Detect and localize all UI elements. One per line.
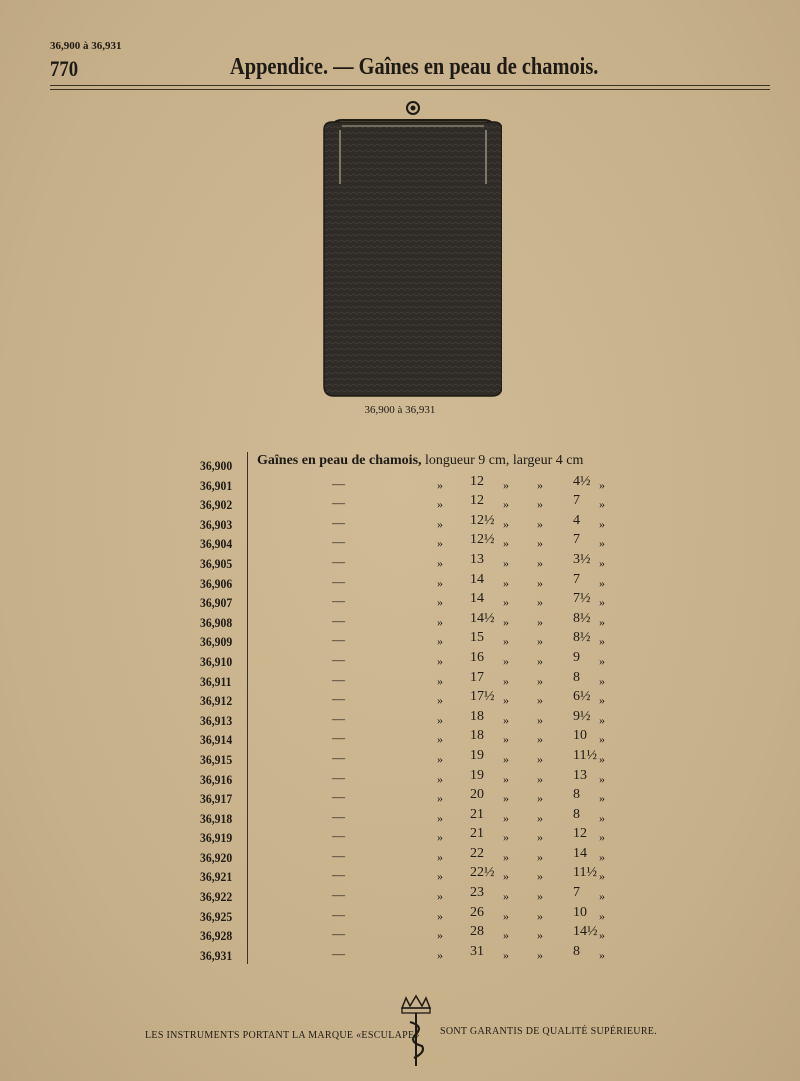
ditto-mark: » (437, 477, 443, 492)
table-row (200, 568, 620, 591)
ditto-dash: — (332, 887, 345, 903)
ditto-mark: » (437, 693, 443, 708)
ditto-mark: » (537, 889, 543, 904)
ditto-mark: » (503, 869, 509, 884)
table-row (200, 646, 620, 669)
table-row (200, 881, 620, 905)
ditto-mark: » (599, 555, 605, 570)
ditto-mark: » (503, 673, 509, 688)
ditto-mark: » (599, 497, 605, 512)
ditto-mark: » (537, 751, 543, 766)
table-row (200, 626, 620, 650)
ditto-mark: » (437, 595, 443, 610)
table-row (200, 901, 620, 924)
width-value: 8 (573, 943, 580, 959)
table-row (200, 489, 620, 513)
ditto-mark: » (437, 849, 443, 864)
ditto-mark: » (537, 497, 543, 512)
ditto-dash: — (332, 632, 345, 648)
width-value: 14 (573, 845, 587, 861)
ditto-mark: » (537, 928, 543, 943)
table-row (200, 528, 620, 552)
ditto-mark: » (537, 771, 543, 786)
width-value: 4 (555, 453, 563, 468)
ditto-mark: » (437, 830, 443, 845)
width-unit: cm (566, 453, 584, 468)
ditto-mark: » (503, 751, 509, 766)
ditto-mark: » (503, 908, 509, 923)
ditto-mark: » (537, 614, 543, 629)
ditto-dash: — (332, 671, 345, 687)
length-value: 12½ (470, 512, 495, 528)
table-row (200, 842, 620, 865)
table-row (200, 822, 620, 846)
ditto-mark: » (437, 536, 443, 551)
ditto-mark: » (599, 732, 605, 747)
table-row (200, 548, 620, 571)
table-row (200, 920, 620, 944)
width-value: 7½ (573, 591, 591, 607)
ditto-mark: » (503, 947, 509, 962)
ditto-mark: » (537, 653, 543, 668)
ditto-mark: » (503, 536, 509, 551)
ditto-mark: » (503, 516, 509, 531)
ditto-mark: » (437, 555, 443, 570)
ditto-mark: » (537, 575, 543, 590)
table-row (200, 666, 620, 689)
ditto-dash: — (332, 651, 345, 667)
width-value: 11½ (573, 747, 597, 763)
ditto-dash: — (332, 926, 345, 942)
width-value: 9½ (573, 708, 591, 724)
item-code: 36,925 (200, 908, 233, 924)
width-value: 6½ (573, 689, 591, 705)
ditto-mark: » (599, 595, 605, 610)
ditto-mark: » (503, 810, 509, 825)
length-value: 26 (470, 904, 484, 920)
ditto-mark: » (599, 693, 605, 708)
ditto-mark: » (503, 595, 509, 610)
ditto-mark: » (537, 810, 543, 825)
ditto-mark: » (537, 908, 543, 923)
table-row (200, 764, 620, 787)
width-value: 4 (573, 512, 580, 528)
length-value: 14 (470, 591, 484, 607)
ditto-mark: » (437, 516, 443, 531)
footer-left-text: LES INSTRUMENTS PORTANT LA MARQUE «ESCULAPE» (145, 1030, 420, 1041)
ditto-mark: » (503, 791, 509, 806)
width-value: 14½ (573, 924, 598, 940)
ditto-mark: » (437, 634, 443, 649)
width-value: 9 (573, 649, 580, 665)
ditto-dash: — (332, 789, 345, 805)
ditto-dash: — (332, 691, 345, 707)
ditto-dash: — (332, 867, 345, 883)
item-code: 36,904 (200, 536, 233, 552)
ditto-mark: » (503, 712, 509, 727)
table-row (200, 861, 620, 885)
item-code: 36,900 (200, 458, 233, 473)
ditto-mark: » (503, 771, 509, 786)
ditto-mark: » (599, 614, 605, 629)
ditto-mark: » (437, 712, 443, 727)
item-code: 36,903 (200, 516, 233, 532)
item-code: 36,907 (200, 595, 233, 611)
chamois-pouch-illustration (322, 100, 502, 400)
ditto-mark: » (599, 634, 605, 649)
width-value: 8½ (573, 630, 591, 646)
length-unit: cm, (488, 453, 510, 468)
item-code: 36,909 (200, 634, 233, 650)
footer-right-text: SONT GARANTIS DE QUALITÉ SUPÉRIEURE. (440, 1026, 658, 1037)
width-value: 4½ (573, 473, 591, 489)
item-code: 36,928 (200, 928, 233, 944)
ditto-dash: — (332, 593, 345, 609)
length-value: 14½ (470, 610, 495, 626)
ditto-mark: » (437, 751, 443, 766)
ditto-dash: — (332, 573, 345, 589)
ditto-mark: » (537, 477, 543, 492)
ditto-mark: » (599, 575, 605, 590)
item-code: 36,918 (200, 810, 233, 826)
ditto-mark: » (537, 849, 543, 864)
header-rule (50, 85, 770, 86)
length-value: 12 (470, 473, 484, 489)
ditto-mark: » (537, 536, 543, 551)
length-value: 13 (470, 551, 484, 567)
width-value: 3½ (573, 551, 591, 567)
ditto-dash: — (332, 847, 345, 863)
ditto-mark: » (537, 595, 543, 610)
ditto-mark: » (599, 653, 605, 668)
table-row (200, 685, 620, 709)
length-value: 9 (478, 453, 486, 468)
ditto-dash: — (332, 534, 345, 550)
ditto-mark: » (437, 575, 443, 590)
ditto-mark: » (437, 791, 443, 806)
ditto-mark: » (599, 947, 605, 962)
item-code: 36,915 (200, 751, 233, 767)
item-code: 36,908 (200, 614, 233, 630)
length-value: 14 (470, 571, 484, 587)
item-code: 36,919 (200, 830, 233, 846)
ditto-mark: » (437, 889, 443, 904)
ditto-mark: » (537, 869, 543, 884)
length-value: 18 (470, 728, 484, 744)
item-code: 36,921 (200, 869, 233, 885)
figure-caption: 36,900 à 36,931 (364, 404, 436, 416)
table-row (200, 705, 620, 728)
length-value: 19 (470, 747, 484, 763)
ditto-mark: » (503, 653, 509, 668)
width-value: 7 (573, 885, 580, 901)
length-value: 17 (470, 669, 484, 685)
ditto-mark: » (503, 732, 509, 747)
item-code: 36,905 (200, 555, 233, 571)
ditto-mark: » (537, 693, 543, 708)
ditto-dash: — (332, 495, 345, 511)
ditto-mark: » (437, 928, 443, 943)
length-value: 23 (470, 885, 484, 901)
ditto-mark: » (537, 791, 543, 806)
ditto-dash: — (332, 808, 345, 824)
pouch-icon (322, 100, 502, 400)
ditto-dash: — (332, 906, 345, 922)
table-row (200, 470, 620, 493)
width-value: 8 (573, 669, 580, 685)
ditto-mark: » (503, 614, 509, 629)
ditto-mark: » (599, 673, 605, 688)
width-value: 10 (573, 728, 587, 744)
ditto-mark: » (599, 849, 605, 864)
length-value: 22 (470, 845, 484, 861)
length-value: 19 (470, 767, 484, 783)
ditto-mark: » (437, 947, 443, 962)
length-value: 28 (470, 924, 484, 940)
item-code: 36,920 (200, 849, 233, 865)
item-code: 36,922 (200, 889, 233, 905)
ditto-mark: » (503, 849, 509, 864)
table-row (200, 450, 620, 473)
length-prefix: longueur (425, 453, 475, 468)
table-row (200, 940, 620, 963)
ditto-mark: » (503, 830, 509, 845)
table-row (200, 509, 620, 532)
width-value: 8 (573, 806, 580, 822)
ditto-mark: » (437, 673, 443, 688)
ditto-mark: » (599, 771, 605, 786)
ditto-dash: — (332, 612, 345, 628)
ditto-mark: » (537, 947, 543, 962)
ditto-dash: — (332, 769, 345, 785)
ditto-mark: » (503, 497, 509, 512)
item-code: 36,913 (200, 712, 233, 728)
ditto-mark: » (599, 889, 605, 904)
ditto-mark: » (599, 830, 605, 845)
ditto-mark: » (537, 830, 543, 845)
width-value: 11½ (573, 865, 597, 881)
page-title: Appendice. — Gaînes en peau de chamois. (230, 54, 599, 80)
ditto-mark: » (537, 516, 543, 531)
ditto-mark: » (599, 477, 605, 492)
header-rule (50, 89, 770, 90)
ditto-dash: — (332, 945, 345, 961)
length-value: 16 (470, 649, 484, 665)
table-row (200, 724, 620, 748)
length-value: 21 (470, 826, 484, 842)
width-value: 8 (573, 787, 580, 803)
ditto-mark: » (599, 791, 605, 806)
ditto-dash: — (332, 749, 345, 765)
ditto-mark: » (503, 889, 509, 904)
ditto-dash: — (332, 553, 345, 569)
ditto-mark: » (503, 693, 509, 708)
width-value: 12 (573, 826, 587, 842)
width-value: 10 (573, 904, 587, 920)
item-code: 36,910 (200, 653, 233, 669)
ditto-dash: — (332, 710, 345, 726)
length-value: 31 (470, 943, 484, 959)
page-number: 770 (50, 56, 79, 81)
first-row-description (257, 453, 583, 469)
table-row (200, 744, 620, 767)
ditto-dash: — (332, 730, 345, 746)
item-code: 36,902 (200, 497, 233, 513)
ditto-mark: » (537, 634, 543, 649)
table-row (200, 803, 620, 826)
width-value: 7 (573, 493, 580, 509)
product-table (200, 450, 620, 963)
ditto-mark: » (599, 536, 605, 551)
ditto-mark: » (599, 869, 605, 884)
item-label: Gaînes en peau de chamois, (257, 453, 422, 468)
ditto-mark: » (599, 516, 605, 531)
item-code: 36,931 (200, 947, 233, 963)
item-code: 36,901 (200, 477, 233, 493)
ditto-mark: » (437, 614, 443, 629)
ditto-mark: » (537, 673, 543, 688)
width-value: 7 (573, 532, 580, 548)
width-value: 8½ (573, 610, 591, 626)
width-prefix: largeur (512, 453, 553, 468)
header-range: 36,900 à 36,931 (50, 40, 122, 52)
ditto-mark: » (599, 751, 605, 766)
ditto-mark: » (503, 555, 509, 570)
ditto-mark: » (599, 908, 605, 923)
item-code: 36,911 (200, 673, 232, 689)
ditto-dash: — (332, 514, 345, 530)
table-row (200, 783, 620, 807)
ditto-mark: » (437, 869, 443, 884)
ditto-mark: » (599, 712, 605, 727)
item-code: 36,914 (200, 732, 233, 748)
ditto-dash: — (332, 828, 345, 844)
item-code: 36,916 (200, 771, 233, 787)
ditto-mark: » (503, 634, 509, 649)
ditto-mark: » (437, 732, 443, 747)
item-code: 36,917 (200, 791, 233, 807)
ditto-mark: » (537, 732, 543, 747)
ditto-mark: » (437, 810, 443, 825)
ditto-mark: » (437, 908, 443, 923)
ditto-dash: — (332, 475, 345, 491)
ditto-mark: » (599, 928, 605, 943)
length-value: 12 (470, 493, 484, 509)
item-code: 36,906 (200, 575, 233, 591)
ditto-mark: » (599, 810, 605, 825)
item-code: 36,912 (200, 693, 233, 709)
ditto-mark: » (503, 928, 509, 943)
length-value: 22½ (470, 865, 495, 881)
ditto-mark: » (537, 555, 543, 570)
width-value: 7 (573, 571, 580, 587)
ditto-mark: » (437, 653, 443, 668)
length-value: 20 (470, 787, 484, 803)
length-value: 21 (470, 806, 484, 822)
esculape-crown-serpent-icon (396, 994, 436, 1070)
length-value: 17½ (470, 689, 495, 705)
length-value: 15 (470, 630, 484, 646)
table-row (200, 607, 620, 630)
length-value: 18 (470, 708, 484, 724)
ditto-mark: » (537, 712, 543, 727)
ditto-mark: » (503, 575, 509, 590)
ditto-mark: » (437, 771, 443, 786)
table-row (200, 587, 620, 611)
length-value: 12½ (470, 532, 495, 548)
ditto-mark: » (437, 497, 443, 512)
ditto-mark: » (503, 477, 509, 492)
width-value: 13 (573, 767, 587, 783)
